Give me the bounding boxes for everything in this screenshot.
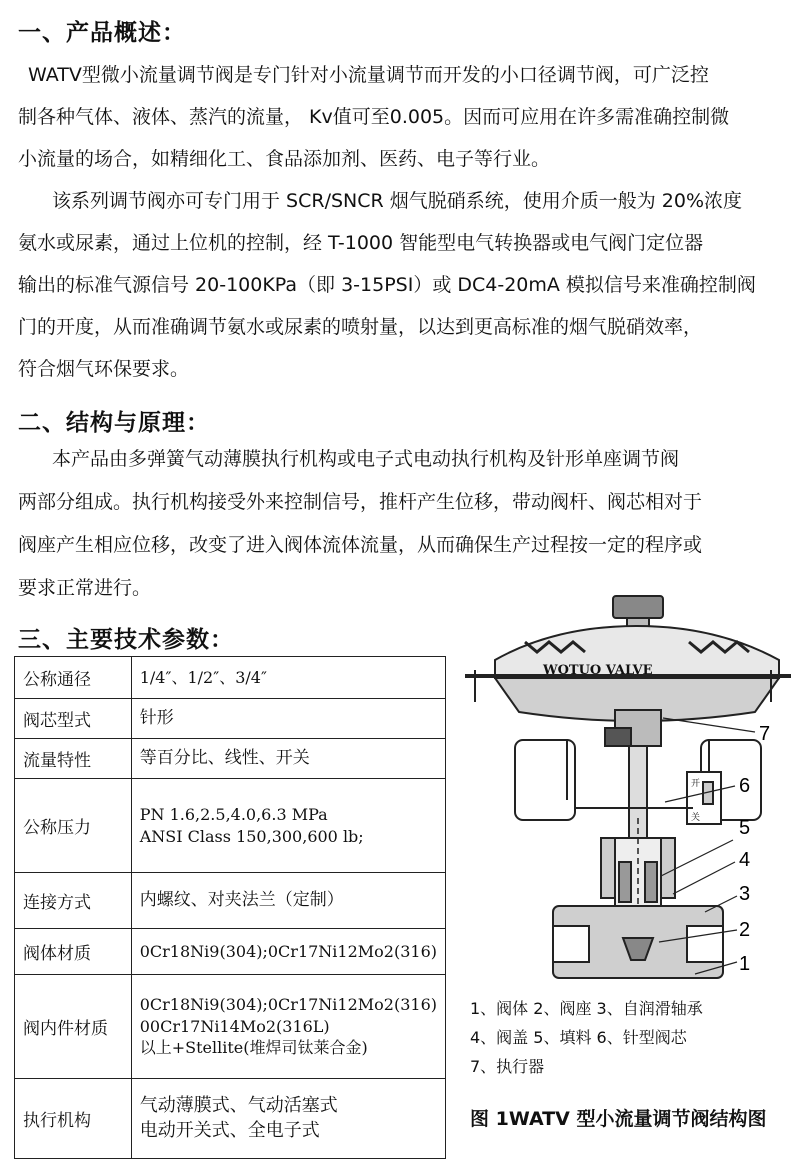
table-row [15, 873, 446, 929]
paragraph-line: 本产品由多弹簧气动薄膜执行机构或电子式电动执行机构及针形单座调节阀 [52, 448, 680, 470]
paragraph-line: 小流量的场合，如精细化工、食品添加剂、医药、电子等行业。 [18, 148, 551, 170]
paragraph-line: 氨水或尿素，通过上位机的控制，经 T-1000 智能型电气转换器或电气阀门定位器 [18, 232, 704, 254]
legend-line: 4、阀盖 5、填料 6、针型阀芯 [470, 1028, 687, 1047]
param-value: 等百分比、线性、开关 [131, 739, 445, 779]
param-value: 内螺纹、对夹法兰（定制） [131, 873, 445, 929]
parameters-table [14, 656, 446, 1159]
callout-1: 1 [739, 953, 751, 975]
scale-close-label: 关 [691, 813, 701, 823]
param-key: 阀体材质 [15, 929, 132, 975]
table-row [15, 779, 446, 873]
table-row [15, 699, 446, 739]
legend-line: 1、阀体 2、阀座 3、自润滑轴承 [470, 999, 703, 1018]
paragraph-line: 两部分组成。执行机构接受外来控制信号，推杆产生位移，带动阀杆、阀芯相对于 [18, 491, 703, 513]
param-key: 阀内件材质 [15, 975, 132, 1079]
param-value: 0Cr18Ni9(304);0Cr17Ni12Mo2(316) 00Cr17Ni14Mo2(316L) 以上+Stellite(堆焊司钛莱合金) [131, 975, 445, 1079]
callout-2: 2 [739, 919, 751, 941]
paragraph-line: 门的开度，从而准确调节氨水或尿素的喷射量，以达到更高标准的烟气脱硝效率， [18, 316, 703, 338]
scale-open-label: 开 [691, 779, 701, 789]
table-row [15, 657, 446, 699]
paragraph-line: 要求正常进行。 [18, 577, 152, 599]
param-key: 执行机构 [15, 1079, 132, 1159]
table-row [15, 975, 446, 1079]
callout-5: 5 [739, 817, 751, 839]
paragraph-line: 符合烟气环保要求。 [18, 358, 190, 380]
valve-structure-diagram [455, 590, 795, 990]
paragraph-line: 阀座产生相应位移，改变了进入阀体流体流量，从而确保生产过程按一定的程序或 [18, 534, 703, 556]
param-key: 流量特性 [15, 739, 132, 779]
callout-4: 4 [739, 849, 751, 871]
param-value: 1/4″、1/2″、3/4″ [131, 657, 445, 699]
paragraph-line: WATV型微小流量调节阀是专门针对小流量调节而开发的小口径调节阀，可广泛控 [28, 64, 709, 86]
table-row [15, 929, 446, 975]
section-heading-structure: 二、结构与原理： [18, 410, 210, 436]
param-value: 0Cr18Ni9(304);0Cr17Ni12Mo2(316) [131, 929, 445, 975]
param-key: 连接方式 [15, 873, 132, 929]
table-row [15, 1079, 446, 1159]
callout-7: 7 [759, 723, 771, 745]
legend-line: 7、执行器 [470, 1057, 545, 1076]
paragraph-line: 制各种气体、液体、蒸汽的流量， Kv值可至0.005。因而可应用在许多需准确控制微 [18, 106, 730, 128]
param-key: 阀芯型式 [15, 699, 132, 739]
section-heading-parameters: 三、主要技术参数： [18, 627, 234, 653]
brand-label: WOTUO VALVE [543, 663, 653, 678]
callout-6: 6 [739, 775, 751, 797]
param-key: 公称压力 [15, 779, 132, 873]
param-key: 公称通径 [15, 657, 132, 699]
param-value: PN 1.6,2.5,4.0,6.3 MPa ANSI Class 150,300,600 lb; [131, 779, 445, 873]
paragraph-line: 该系列调节阀亦可专门用于 SCR/SNCR 烟气脱硝系统，使用介质一般为 20%浓度 [52, 190, 743, 212]
section-heading-overview: 一、产品概述： [18, 20, 186, 46]
figure-caption: 图 1WATV 型小流量调节阀结构图 [470, 1108, 767, 1130]
param-value: 针形 [131, 699, 445, 739]
table-row [15, 739, 446, 779]
callout-3: 3 [739, 883, 751, 905]
param-value: 气动薄膜式、气动活塞式 电动开关式、全电子式 [131, 1079, 445, 1159]
paragraph-line: 输出的标准气源信号 20-100KPa（即 3-15PSI）或 DC4-20mA 模拟信号来准确控制阀 [18, 274, 756, 296]
